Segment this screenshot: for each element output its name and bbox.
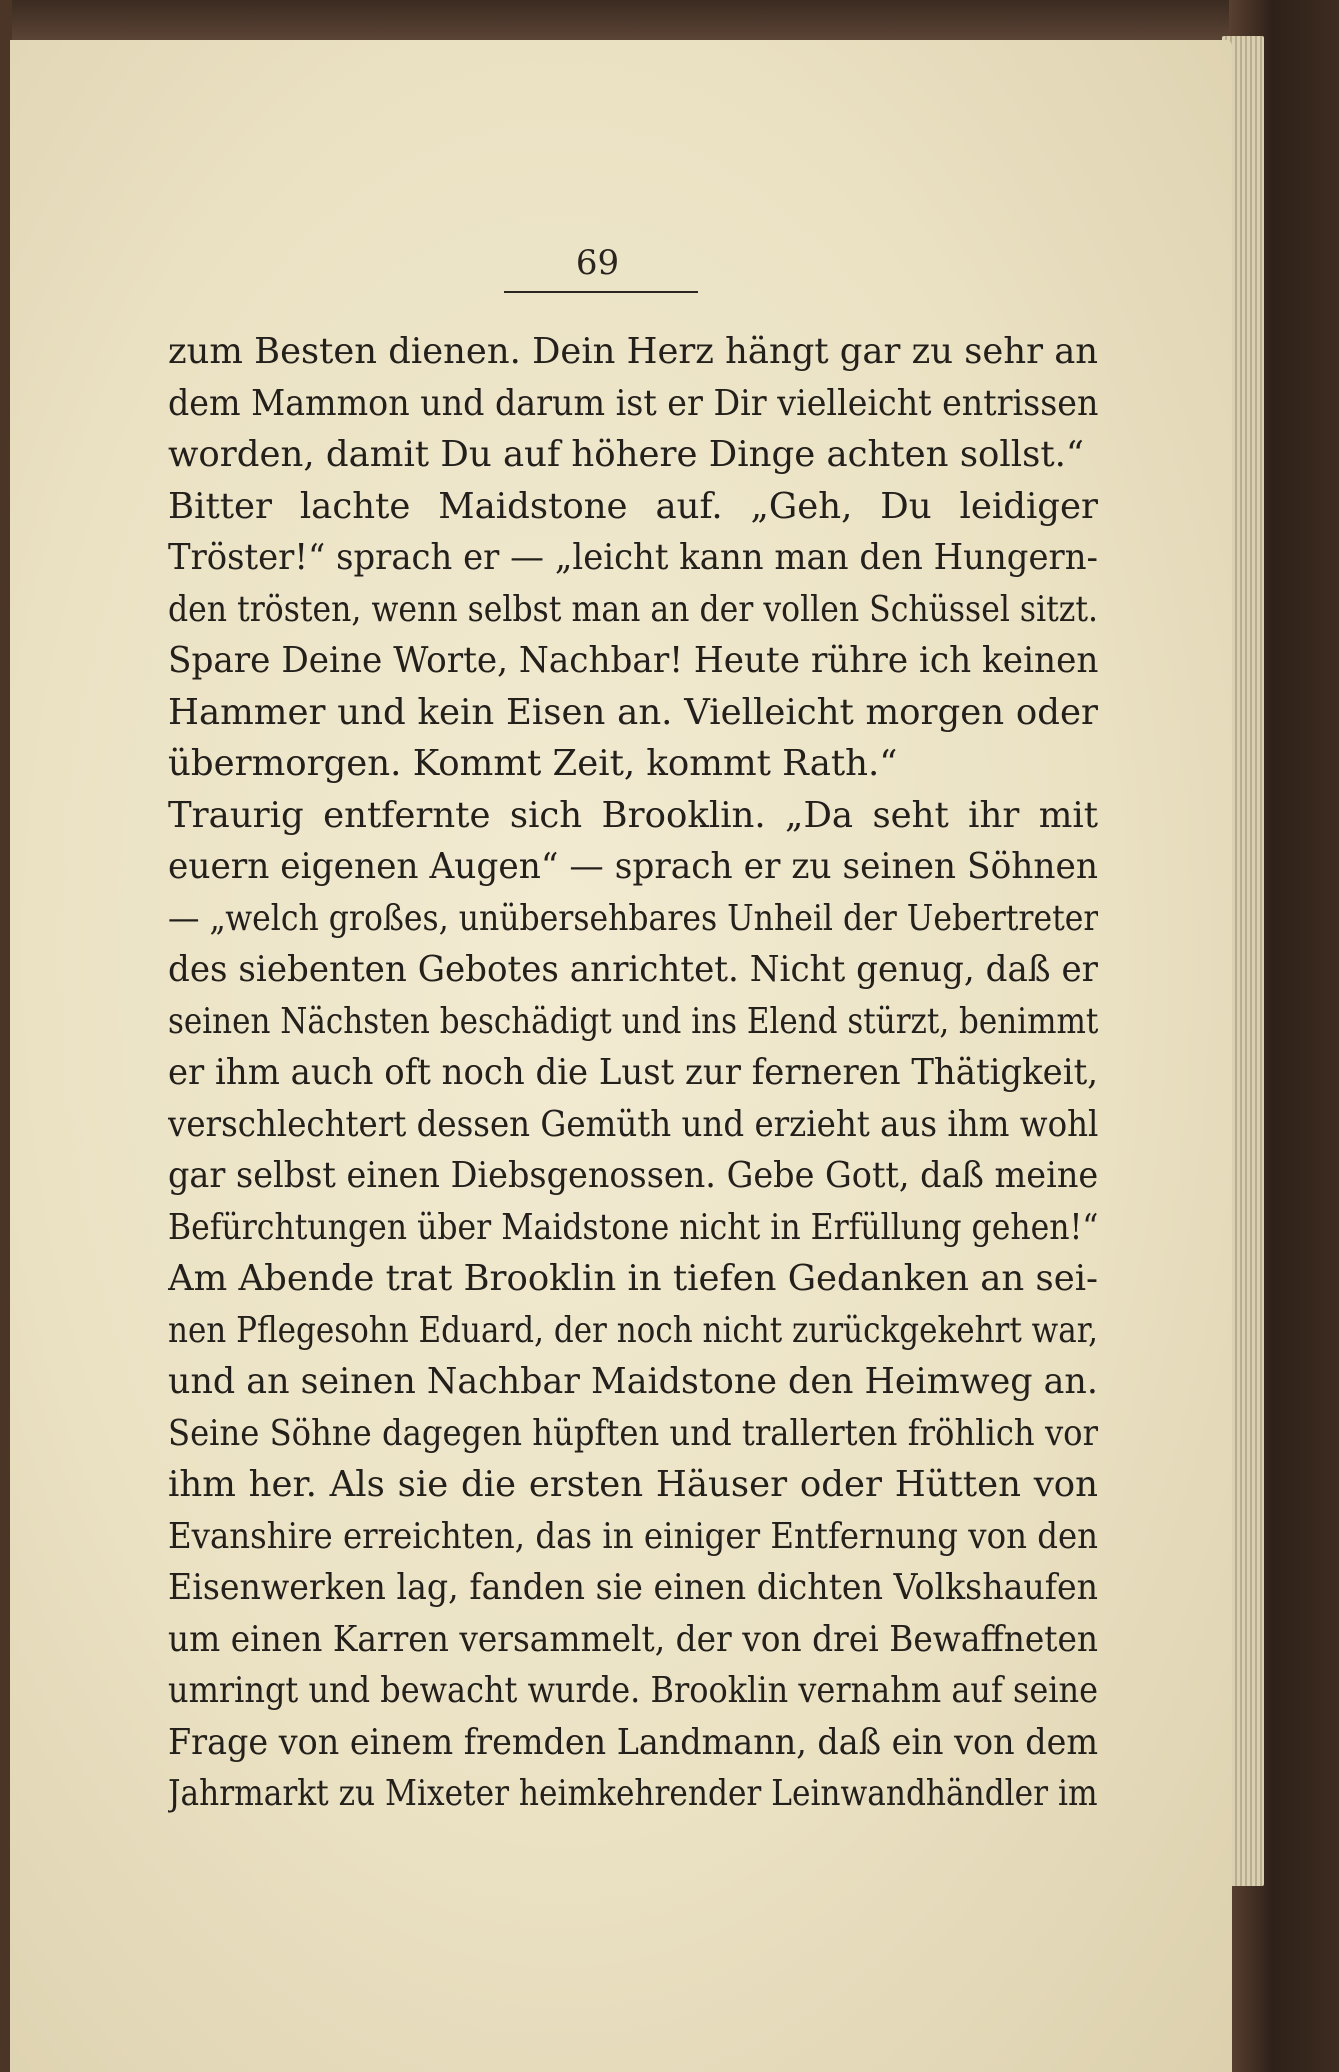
text-line: Evanshire erreichten, das in einiger Entfernung von den [168, 1515, 1099, 1557]
text-line: Frage von einem fremden Landmann, daß ein von dem [168, 1721, 1098, 1763]
body-text [168, 326, 1098, 1820]
text-line: umringt und bewacht wurde. Brooklin vernahm auf seine [168, 1670, 1099, 1711]
text-line: ihm her. Als sie die ersten Häuser oder Hütten von [168, 1464, 1098, 1505]
book-page [10, 40, 1232, 2072]
text-line: den trösten, wenn selbst man an der vollen Schüssel sitzt. [168, 588, 1099, 630]
text-line: euern eigenen Augen“ — sprach er zu seinen Söhnen [168, 846, 1098, 887]
text-line: um einen Karren versammelt, der von drei Bewaffneten [168, 1618, 1099, 1660]
text-line: er ihm auch oft noch die Lust zur ferneren Thätigkeit, [168, 1052, 1098, 1093]
text-line: Am Abende trat Brooklin in tiefen Gedanken an sei- [168, 1258, 1098, 1299]
text-line: seinen Nächsten beschädigt und ins Elend stürzt, benimmt [168, 1000, 1098, 1042]
text-line: und an seinen Nachbar Maidstone den Heimweg an. [168, 1361, 1098, 1402]
text-line: Spare Deine Worte, Nachbar! Heute rühre ich keinen [168, 640, 1098, 681]
header-rule [504, 291, 698, 293]
page-number: 69 [575, 243, 620, 283]
text-line: übermorgen. Kommt Zeit, kommt Rath.“ [168, 743, 898, 784]
text-line: Bitter lachte Maidstone auf. „Geh, Du leidiger [168, 485, 1098, 527]
text-line: Befürchtungen über Maidstone nicht in Erfüllung gehen!“ [168, 1206, 1098, 1248]
text-line: Eisenwerken lag, fanden sie einen dichten Volkshaufen [168, 1567, 1099, 1608]
text-line: gar selbst einen Diebsgenossen. Gebe Gott, daß meine [168, 1155, 1098, 1196]
text-line: des siebenten Gebotes anrichtet. Nicht genug, daß er [168, 949, 1098, 990]
text-line: — „welch großes, unübersehbares Unheil der Uebertreter [168, 897, 1099, 939]
text-line: nen Pflegesohn Eduard, der noch nicht zurückgekehrt war, [168, 1309, 1098, 1351]
text-line: Traurig entfernte sich Brooklin. „Da seht ihr mit [168, 794, 1098, 836]
text-line: Hammer und kein Eisen an. Vielleicht morgen oder [168, 691, 1098, 733]
text-line: zum Besten dienen. Dein Herz hängt gar zu sehr an [168, 331, 1098, 372]
text-line: Jahrmarkt zu Mixeter heimkehrender Leinwandhändler im [168, 1773, 1098, 1814]
text-line: Seine Söhne dagegen hüpften und trallerten fröhlich vor [168, 1412, 1098, 1454]
text-line: verschlechtert dessen Gemüth und erzieht aus ihm wohl [168, 1103, 1099, 1145]
text-line: worden, damit Du auf höhere Dinge achten sollst.“ [168, 434, 1085, 475]
text-line: dem Mammon und darum ist er Dir vielleicht entrissen [168, 382, 1098, 424]
text-line: Tröster!“ sprach er — „leicht kann man den Hungern- [168, 537, 1098, 578]
